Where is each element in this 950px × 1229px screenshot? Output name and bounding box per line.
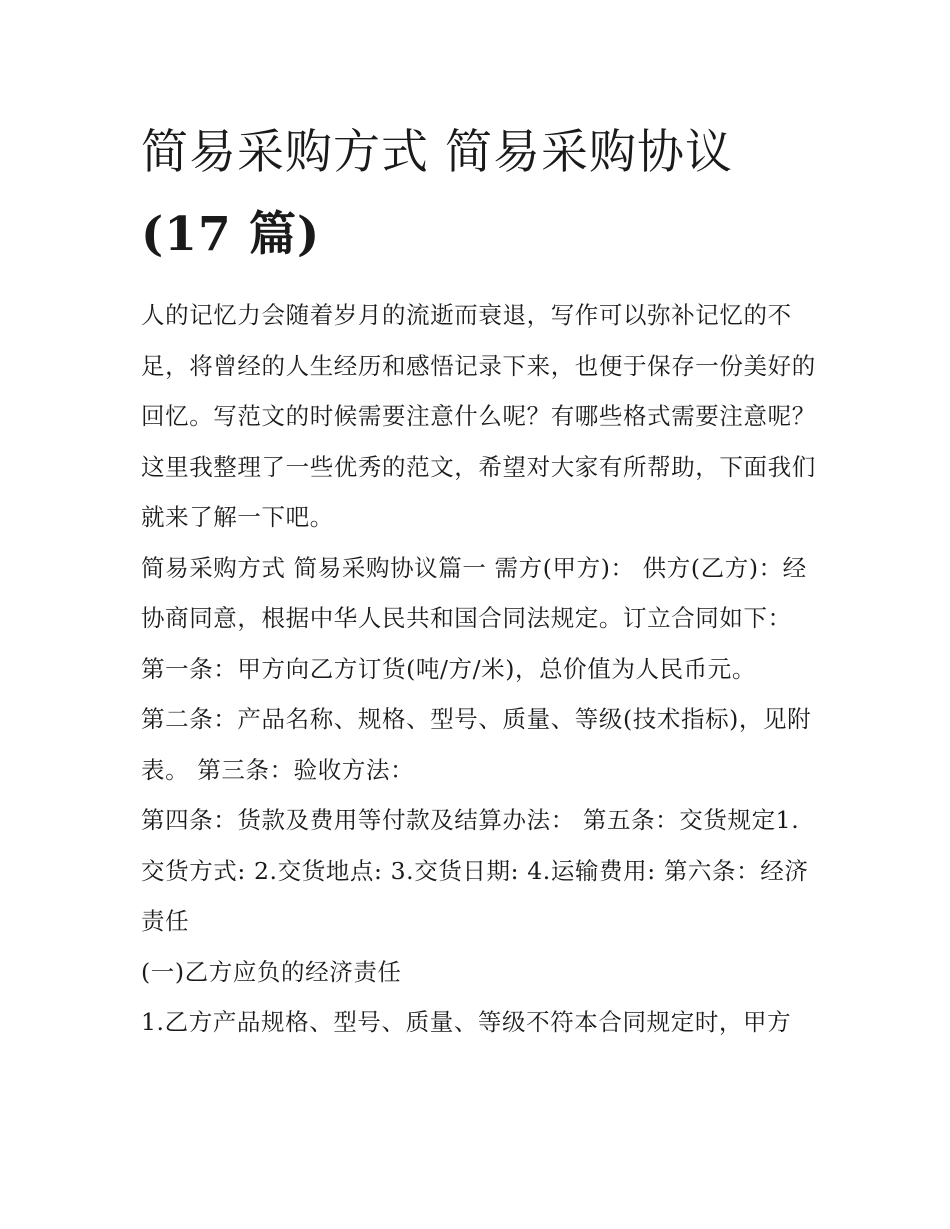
paragraph-intro: 人的记忆力会随着岁月的流逝而衰退，写作可以弥补记忆的不足，将曾经的人生经历和感悟记录下来，也便于保存一份美好的回忆。写范文的时候需要注意什么呢？有哪些格式需要注意呢？这里我整理了一些优秀的范文，希望对大家有所帮助，下面我们就来了解一下吧。: [141, 301, 816, 531]
paragraph-article-2-3: 第二条：产品名称、规格、型号、质量、等级(技术指标)，见附表。 第三条：验收方法：: [141, 705, 812, 784]
paragraph-article-4-6: 第四条：货款及费用等付款及结算办法： 第五条：交货规定1.交货方式: 2.交货地点: 3.交货日期: 4.运输费用: 第六条：经济责任: [141, 806, 809, 935]
document-page: [141, 112, 821, 1048]
paragraph-agreement-header: 简易采购方式 简易采购协议篇一 需方(甲方)： 供方(乙方)：经协商同意，根据中华人民共和国合同法规定。订立合同如下：: [141, 553, 807, 632]
document-body: [141, 290, 821, 1048]
title-main: 简易采购方式 简易采购协议: [141, 125, 733, 180]
paragraph-section-heading: (一)乙方应负的经济责任: [141, 957, 402, 986]
title-count: (17 篇): [141, 207, 321, 262]
paragraph-clause-1: 1.乙方产品规格、型号、质量、等级不符本合同规定时，甲方: [141, 1008, 792, 1036]
paragraph-article-1: 第一条：甲方向乙方订货(吨/方/米)，总价值为人民币元。: [141, 654, 756, 683]
document-title: [141, 112, 821, 276]
